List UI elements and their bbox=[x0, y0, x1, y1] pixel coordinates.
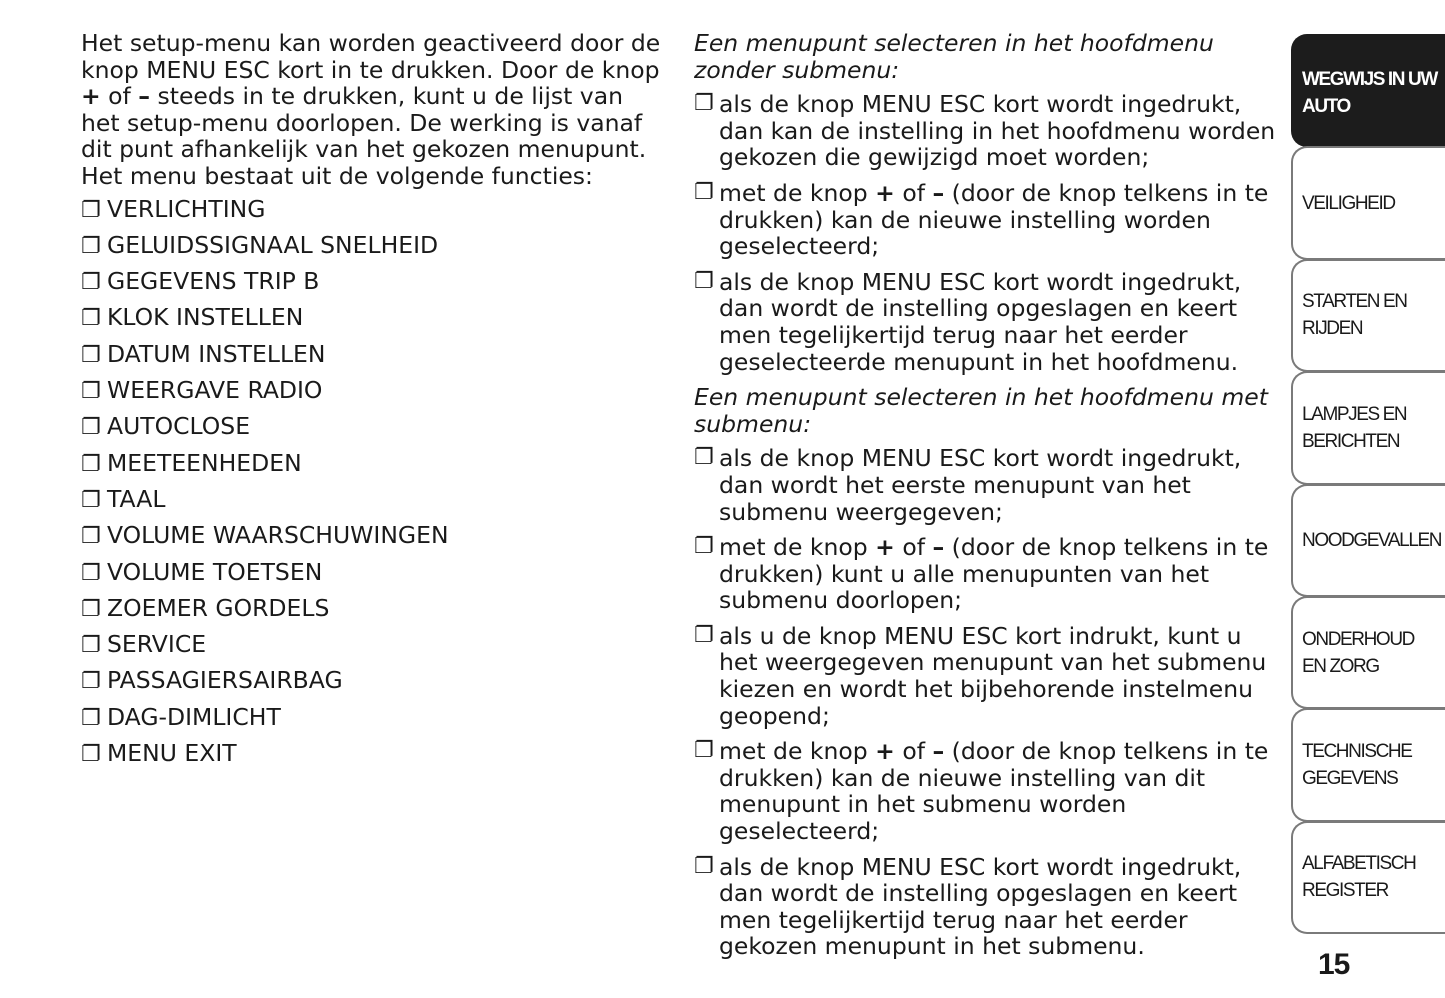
checkbox-bullet-icon: ❐ bbox=[694, 268, 714, 294]
tab-lampjes-en-berichten[interactable]: LAMPJES EN BERICHTEN bbox=[1291, 371, 1445, 484]
subheading-without-submenu: Een menupunt selecteren in het hoofdmenu zonder submenu: bbox=[694, 29, 1214, 84]
setup-menu-list bbox=[81, 196, 661, 777]
checkbox-bullet-icon: ❐ bbox=[81, 415, 101, 441]
list-item: ❐ DAG-DIMLICHT bbox=[81, 702, 281, 731]
checkbox-bullet-icon: ❐ bbox=[81, 306, 101, 332]
tab-noodgevallen[interactable]: NOODGEVALLEN bbox=[1291, 484, 1445, 597]
page-number: 15 bbox=[1318, 948, 1350, 981]
checkbox-bullet-icon: ❐ bbox=[81, 197, 101, 223]
list-item: ❐ GEGEVENS TRIP B bbox=[81, 267, 320, 296]
list-item: ❐ AUTOCLOSE bbox=[81, 412, 251, 441]
tab-veiligheid[interactable]: VEILIGHEID bbox=[1291, 146, 1445, 259]
list-item: ❐ VOLUME WAARSCHUWINGEN bbox=[81, 521, 449, 550]
checkbox-bullet-icon: ❐ bbox=[81, 524, 101, 550]
plus-symbol: + bbox=[875, 178, 895, 207]
checkbox-bullet-icon: ❐ bbox=[81, 451, 101, 477]
list-item: ❐ met de knop + of – (door de knop telkens in te drukken) kan de nieuwe instelling van dit menupunt in het submenu worden geselecteerd; bbox=[694, 737, 1269, 846]
minus-symbol: – bbox=[932, 178, 945, 207]
checkbox-bullet-icon: ❐ bbox=[81, 270, 101, 296]
plus-symbol: + bbox=[81, 82, 101, 111]
minus-symbol: – bbox=[932, 533, 945, 562]
checkbox-bullet-icon: ❐ bbox=[694, 179, 714, 205]
list-item: ❐ als de knop MENU ESC kort wordt ingedrukt, dan kan de instelling in het hoofdmenu worden gekozen die gewijzigd moet worden; bbox=[694, 90, 1276, 172]
tab-onderhoud-en-zorg[interactable]: ONDERHOUD EN ZORG bbox=[1291, 596, 1445, 709]
minus-symbol: – bbox=[138, 82, 151, 111]
list-item: ❐ PASSAGIERSAIRBAG bbox=[81, 666, 343, 695]
list-item: ❐ als u de knop MENU ESC kort indrukt, kunt u het weergegeven menupunt van het submenu kiezen en wordt het bijbehorende instelmenu geopend; bbox=[694, 621, 1267, 730]
list-item: ❐ met de knop + of – (door de knop telkens in te drukken) kunt u alle menupunten van het submenu doorlopen; bbox=[694, 533, 1269, 615]
checkbox-bullet-icon: ❐ bbox=[694, 622, 714, 648]
list-item: ❐ ZOEMER GORDELS bbox=[81, 593, 330, 622]
list-item: ❐ VOLUME TOETSEN bbox=[81, 557, 323, 586]
list-item: ❐ KLOK INSTELLEN bbox=[81, 303, 304, 332]
checkbox-bullet-icon: ❐ bbox=[81, 560, 101, 586]
tab-alfabetisch-register[interactable]: ALFABETISCH REGISTER bbox=[1291, 821, 1445, 934]
list-item: ❐ als de knop MENU ESC kort wordt ingedrukt, dan wordt de instelling opgeslagen en keert men tegelijkertijd terug naar het eerder gekozen menupunt in het submenu. bbox=[694, 852, 1242, 961]
chapter-tabs bbox=[1291, 34, 1445, 934]
checkbox-bullet-icon: ❐ bbox=[81, 705, 101, 731]
checkbox-bullet-icon: ❐ bbox=[81, 633, 101, 659]
list-item: ❐ WEERGAVE RADIO bbox=[81, 376, 323, 405]
list-item: ❐ MENU EXIT bbox=[81, 739, 237, 768]
tab-starten-en-rijden[interactable]: STARTEN EN RIJDEN bbox=[1291, 259, 1445, 372]
list-item: ❐ TAAL bbox=[81, 484, 166, 513]
checkbox-bullet-icon: ❐ bbox=[81, 742, 101, 768]
checkbox-bullet-icon: ❐ bbox=[81, 669, 101, 695]
subheading-with-submenu: Een menupunt selecteren in het hoofdmenu met submenu: bbox=[694, 383, 1268, 438]
checkbox-bullet-icon: ❐ bbox=[694, 445, 714, 471]
right-column bbox=[694, 30, 1284, 969]
tab-wegwijs-in-uw-auto[interactable]: WEGWIJS IN UW AUTO bbox=[1291, 34, 1445, 147]
plus-symbol: + bbox=[875, 533, 895, 562]
checkbox-bullet-icon: ❐ bbox=[694, 534, 714, 560]
plus-symbol: + bbox=[875, 737, 895, 766]
list-item: ❐ MEETEENHEDEN bbox=[81, 448, 302, 477]
list-item: ❐ met de knop + of – (door de knop telkens in te drukken) kan de nieuwe instelling worden geselecteerd; bbox=[694, 178, 1269, 261]
checkbox-bullet-icon: ❐ bbox=[81, 233, 101, 259]
checkbox-bullet-icon: ❐ bbox=[81, 379, 101, 405]
list-item: ❐ VERLICHTING bbox=[81, 194, 266, 223]
left-column bbox=[81, 30, 661, 776]
list-item: ❐ GELUIDSSIGNAAL SNELHEID bbox=[81, 230, 439, 259]
checkbox-bullet-icon: ❐ bbox=[81, 342, 101, 368]
list-item: ❐ als de knop MENU ESC kort wordt ingedrukt, dan wordt het eerste menupunt van het submenu weergegeven; bbox=[694, 444, 1242, 526]
checkbox-bullet-icon: ❐ bbox=[694, 738, 714, 764]
checkbox-bullet-icon: ❐ bbox=[81, 487, 101, 513]
list-item: ❐ als de knop MENU ESC kort wordt ingedrukt, dan wordt de instelling opgeslagen en keert men tegelijkertijd terug naar het eerder geselecteerde menupunt in het hoofdmenu. bbox=[694, 267, 1242, 376]
list-item: ❐ SERVICE bbox=[81, 630, 207, 659]
minus-symbol: – bbox=[932, 737, 945, 766]
intro-paragraph: Het setup-menu kan worden geactiveerd door de knop MENU ESC kort in te drukken. Door de knop + of – steeds in te drukken, kunt u de lijst van het setup-menu doorlopen. De werking is vanaf dit punt afhankelijk van het gekozen menupunt. Het menu bestaat uit de volgende functies: bbox=[81, 29, 661, 190]
tab-technische-gegevens[interactable]: TECHNISCHE GEGEVENS bbox=[1291, 708, 1445, 821]
checkbox-bullet-icon: ❐ bbox=[694, 91, 714, 117]
checkbox-bullet-icon: ❐ bbox=[694, 853, 714, 879]
list-item: ❐ DATUM INSTELLEN bbox=[81, 339, 326, 368]
checkbox-bullet-icon: ❐ bbox=[81, 596, 101, 622]
